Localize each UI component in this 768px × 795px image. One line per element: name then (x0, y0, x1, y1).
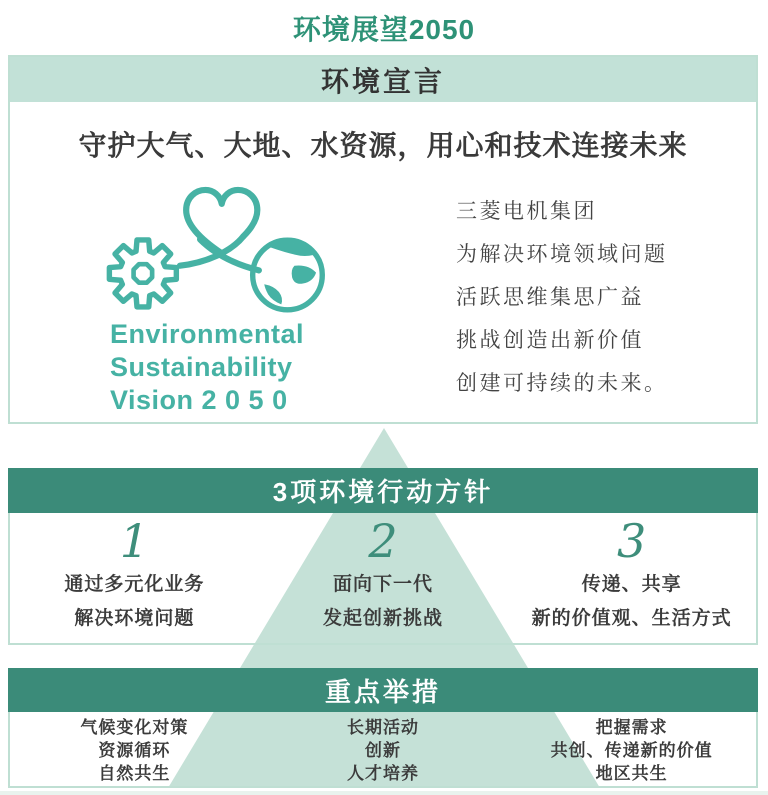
declaration-body-line: 为解决环境领域问题 (456, 243, 668, 266)
measure-line: 自然共生 (98, 764, 171, 783)
policy-line: 通过多元化业务 (64, 573, 205, 595)
declaration-body (424, 176, 668, 417)
policies-panel (8, 513, 758, 645)
measure-line: 把握需求 (595, 718, 668, 737)
policy-line: 发起创新挑战 (323, 608, 444, 630)
measure-line: 长期活动 (347, 718, 419, 737)
measures-panel (8, 712, 758, 788)
policy-line: 面向下一代 (333, 573, 434, 595)
globe-icon (253, 240, 323, 310)
declaration-panel (8, 55, 758, 424)
esv-logo-text-line: Environmental (110, 319, 305, 349)
esv-logo (94, 176, 424, 417)
declaration-body-line: 挑战创造出新价值 (456, 329, 644, 352)
policy-column-3 (507, 513, 756, 643)
declaration-content-row (10, 164, 756, 417)
heart-icon (180, 190, 259, 270)
gear-icon (109, 240, 176, 307)
measure-line: 共创、传递新的价值 (550, 741, 713, 760)
page-title: 环境展望2050 (292, 14, 476, 45)
declaration-body-line: 三菱电机集团 (456, 200, 597, 223)
measure-column-1 (10, 712, 259, 786)
policies-header-title: 3项环境行动方针 (272, 477, 494, 507)
policy-column-2 (259, 513, 508, 643)
esv-logo-graphic (98, 176, 330, 316)
bottom-strip (0, 791, 768, 795)
policies-header-bar (8, 468, 758, 513)
esv-logo-text (94, 318, 424, 417)
measure-column-3 (507, 712, 756, 786)
policy-number: 1 (119, 514, 149, 568)
policy-line: 传递、共享 (581, 573, 682, 595)
measures-header-title: 重点举措 (324, 676, 441, 707)
policy-number: 2 (368, 514, 398, 568)
measure-column-2 (259, 712, 508, 786)
declaration-header: 环境宣言 (10, 57, 756, 102)
esv-logo-text-line: Vision 2 0 5 0 (110, 384, 288, 415)
measures-header-bar (8, 668, 758, 712)
declaration-headline: 守护大气、大地、水资源，用心和技术连接未来 (78, 130, 688, 161)
policy-line: 新的价值观、生活方式 (531, 608, 732, 630)
measure-line: 地区共生 (595, 764, 668, 783)
measure-line: 人才培养 (347, 764, 419, 783)
policy-number: 3 (617, 514, 647, 568)
policy-column-1 (10, 513, 259, 643)
measure-line: 创新 (365, 741, 401, 760)
measure-line: 资源循环 (98, 741, 171, 760)
declaration-body-line: 活跃思维集思广益 (456, 286, 644, 309)
policy-line: 解决环境问题 (74, 608, 195, 630)
measure-line: 气候变化对策 (80, 718, 189, 737)
esv-logo-text-line: Sustainability (110, 351, 293, 382)
declaration-body-line: 创建可持续的未来。 (456, 372, 668, 395)
